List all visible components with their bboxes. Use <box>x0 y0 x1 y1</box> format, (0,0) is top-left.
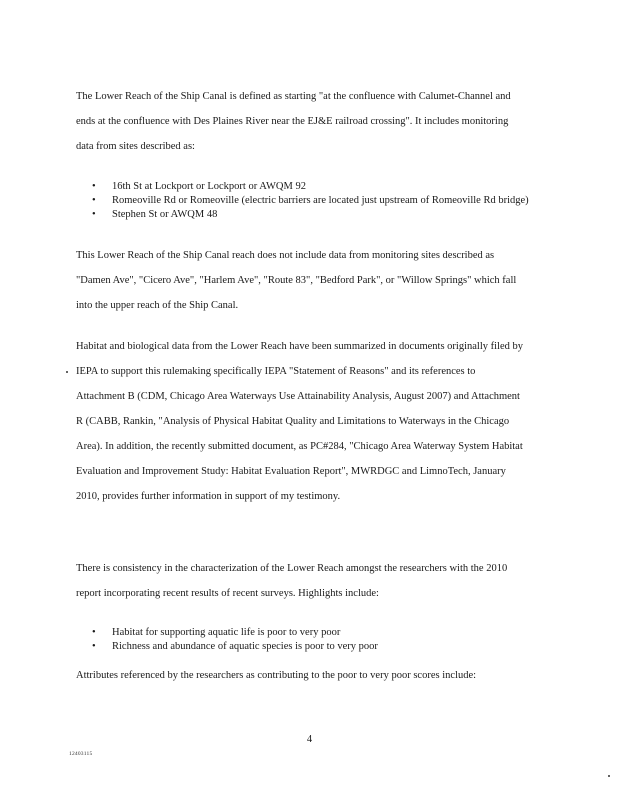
list-item: • Stephen St or AWQM 48 <box>90 208 530 221</box>
footer-document-code: 12403115 <box>69 751 93 757</box>
list-item: • 16th St at Lockport or Lockport or AWQM 92 <box>90 180 530 193</box>
paragraph-lower-reach-definition: The Lower Reach of the Ship Canal is defined as starting "at the confluence with Calumet-Channel and ends at the confluence with Des Plaines River near the EJ&E railroad crossing". It includes monitoring data from sites described as: <box>76 91 511 152</box>
list-item: • Richness and abundance of aquatic species is poor to very poor <box>90 640 530 653</box>
page-number: 4 <box>306 734 313 745</box>
list-item: • Habitat for supporting aquatic life is poor to very poor <box>90 626 530 639</box>
highlights-list <box>90 626 530 654</box>
paragraph-attributes: Attributes referenced by the researchers as contributing to the poor to very poor scores include: <box>76 670 477 681</box>
monitoring-sites-list <box>90 180 530 222</box>
paragraph-excluded-sites: This Lower Reach of the Ship Canal reach does not include data from monitoring sites described as "Damen Ave", "Cicero Ave", "Harlem Ave", "Route 83", "Bedford Park", or "Willow Springs" which fall into the upper reach of the Ship Canal. <box>76 250 517 311</box>
list-item: • Romeoville Rd or Romeoville (electric barriers are located just upstream of Romeoville Rd bridge) <box>90 194 530 207</box>
paragraph-habitat-data: Habitat and biological data from the Lower Reach have been summarized in documents originally filed by IEPA to support this rulemaking specifically IEPA "Statement of Reasons" and its references to Attachment B (CDM, Chicago Area Waterways Use Attainability Analysis, August 2007) and Attachment R (CABB, Rankin, "Analysis of Physical Habitat Quality and Limitations to Waterways in the Chicago Area). In addition, the recently submitted document, as PC#284, "Chicago Area Waterway System Habitat Evaluation and Improvement Study: Habitat Evaluation Report", MWRDGC and LimnoTech, January 2010, provides further information in support of my testimony. <box>76 341 523 502</box>
scan-speck <box>608 775 610 777</box>
paragraph-consistency: There is consistency in the characterization of the Lower Reach amongst the researchers with the 2010 report incorporating recent results of recent surveys. Highlights include: <box>76 563 508 599</box>
scan-speck <box>66 371 68 373</box>
